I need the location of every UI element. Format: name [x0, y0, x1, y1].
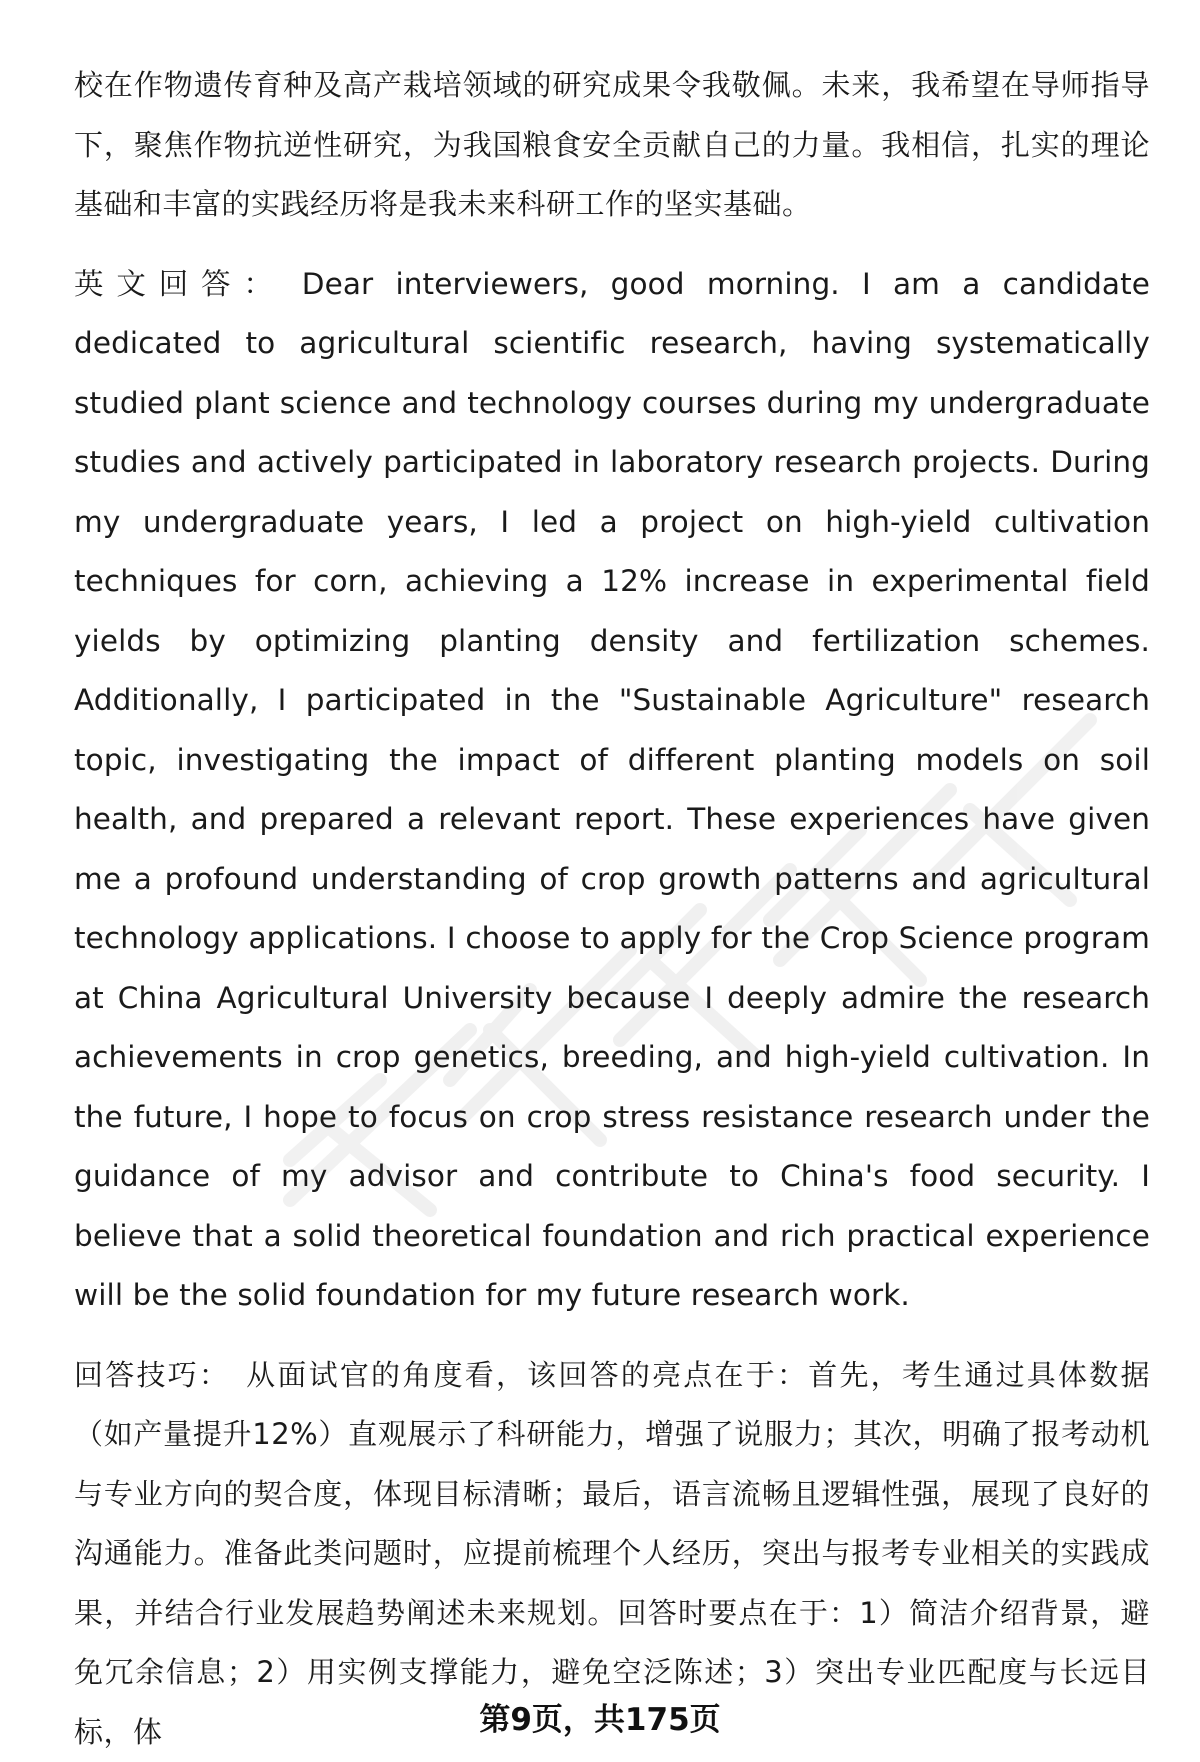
paragraph-chinese-intro: 校在作物遗传育种及高产栽培领域的研究成果令我敬佩。未来，我希望在导师指导下，聚焦作物抗逆性研究，为我国粮食安全贡献自己的力量。我相信，扎实的理论基础和丰富的实践经历将是我未来科研工作的坚实基础。: [74, 56, 1150, 235]
document-body: [74, 56, 1150, 1762]
page-number-footer: 第9页，共175页: [0, 1700, 1200, 1740]
tips-text: 从面试官的角度看，该回答的亮点在于：首先，考生通过具体数据（如产量提升12%）直观展示了科研能力，增强了说服力；其次，明确了报考动机与专业方向的契合度，体现目标清晰；最后，语言流畅且逻辑性强，展现了良好的沟通能力。准备此类问题时，应提前梳理个人经历，突出与报考专业相关的实践成果，并结合行业发展趋势阐述未来规划。回答时要点在于：1）简洁介绍背景，避免冗余信息；2）用实例支撑能力，避免空泛陈述；3）突出专业匹配度与长远目标，体: [74, 1358, 1150, 1749]
paragraph-english-answer: [74, 255, 1150, 1326]
tips-label: 回答技巧：: [74, 1358, 230, 1392]
english-answer-text: Dear interviewers, good morning. I am a candidate dedicated to agricultural scientific research, having systematically studied plant science and technology courses during my undergraduate studies and actively participated in laboratory research projects. During my undergraduate years, I led a project on high-yield cultivation techniques for corn, achieving a 12% increase in experimental field yields by optimizing planting density and fertilization schemes. Additionally, I participated in the "Sustainable Agriculture" research topic, investigating the impact of different planting models on soil health, and prepared a relevant report. These experiences have given me a profound understanding of crop growth patterns and agricultural technology applications. I choose to apply for the Crop Science program at China Agricultural University because I deeply admire the research achievements in crop genetics, breeding, and high-yield cultivation. In the future, I hope to focus on crop stress resistance research under the guidance of my advisor and contribute to China's food security. I believe that a solid theoretical foundation and rich practical experience will be the solid foundation for my future research work.: [74, 267, 1150, 1313]
english-answer-label: 英文回答：: [74, 267, 286, 301]
